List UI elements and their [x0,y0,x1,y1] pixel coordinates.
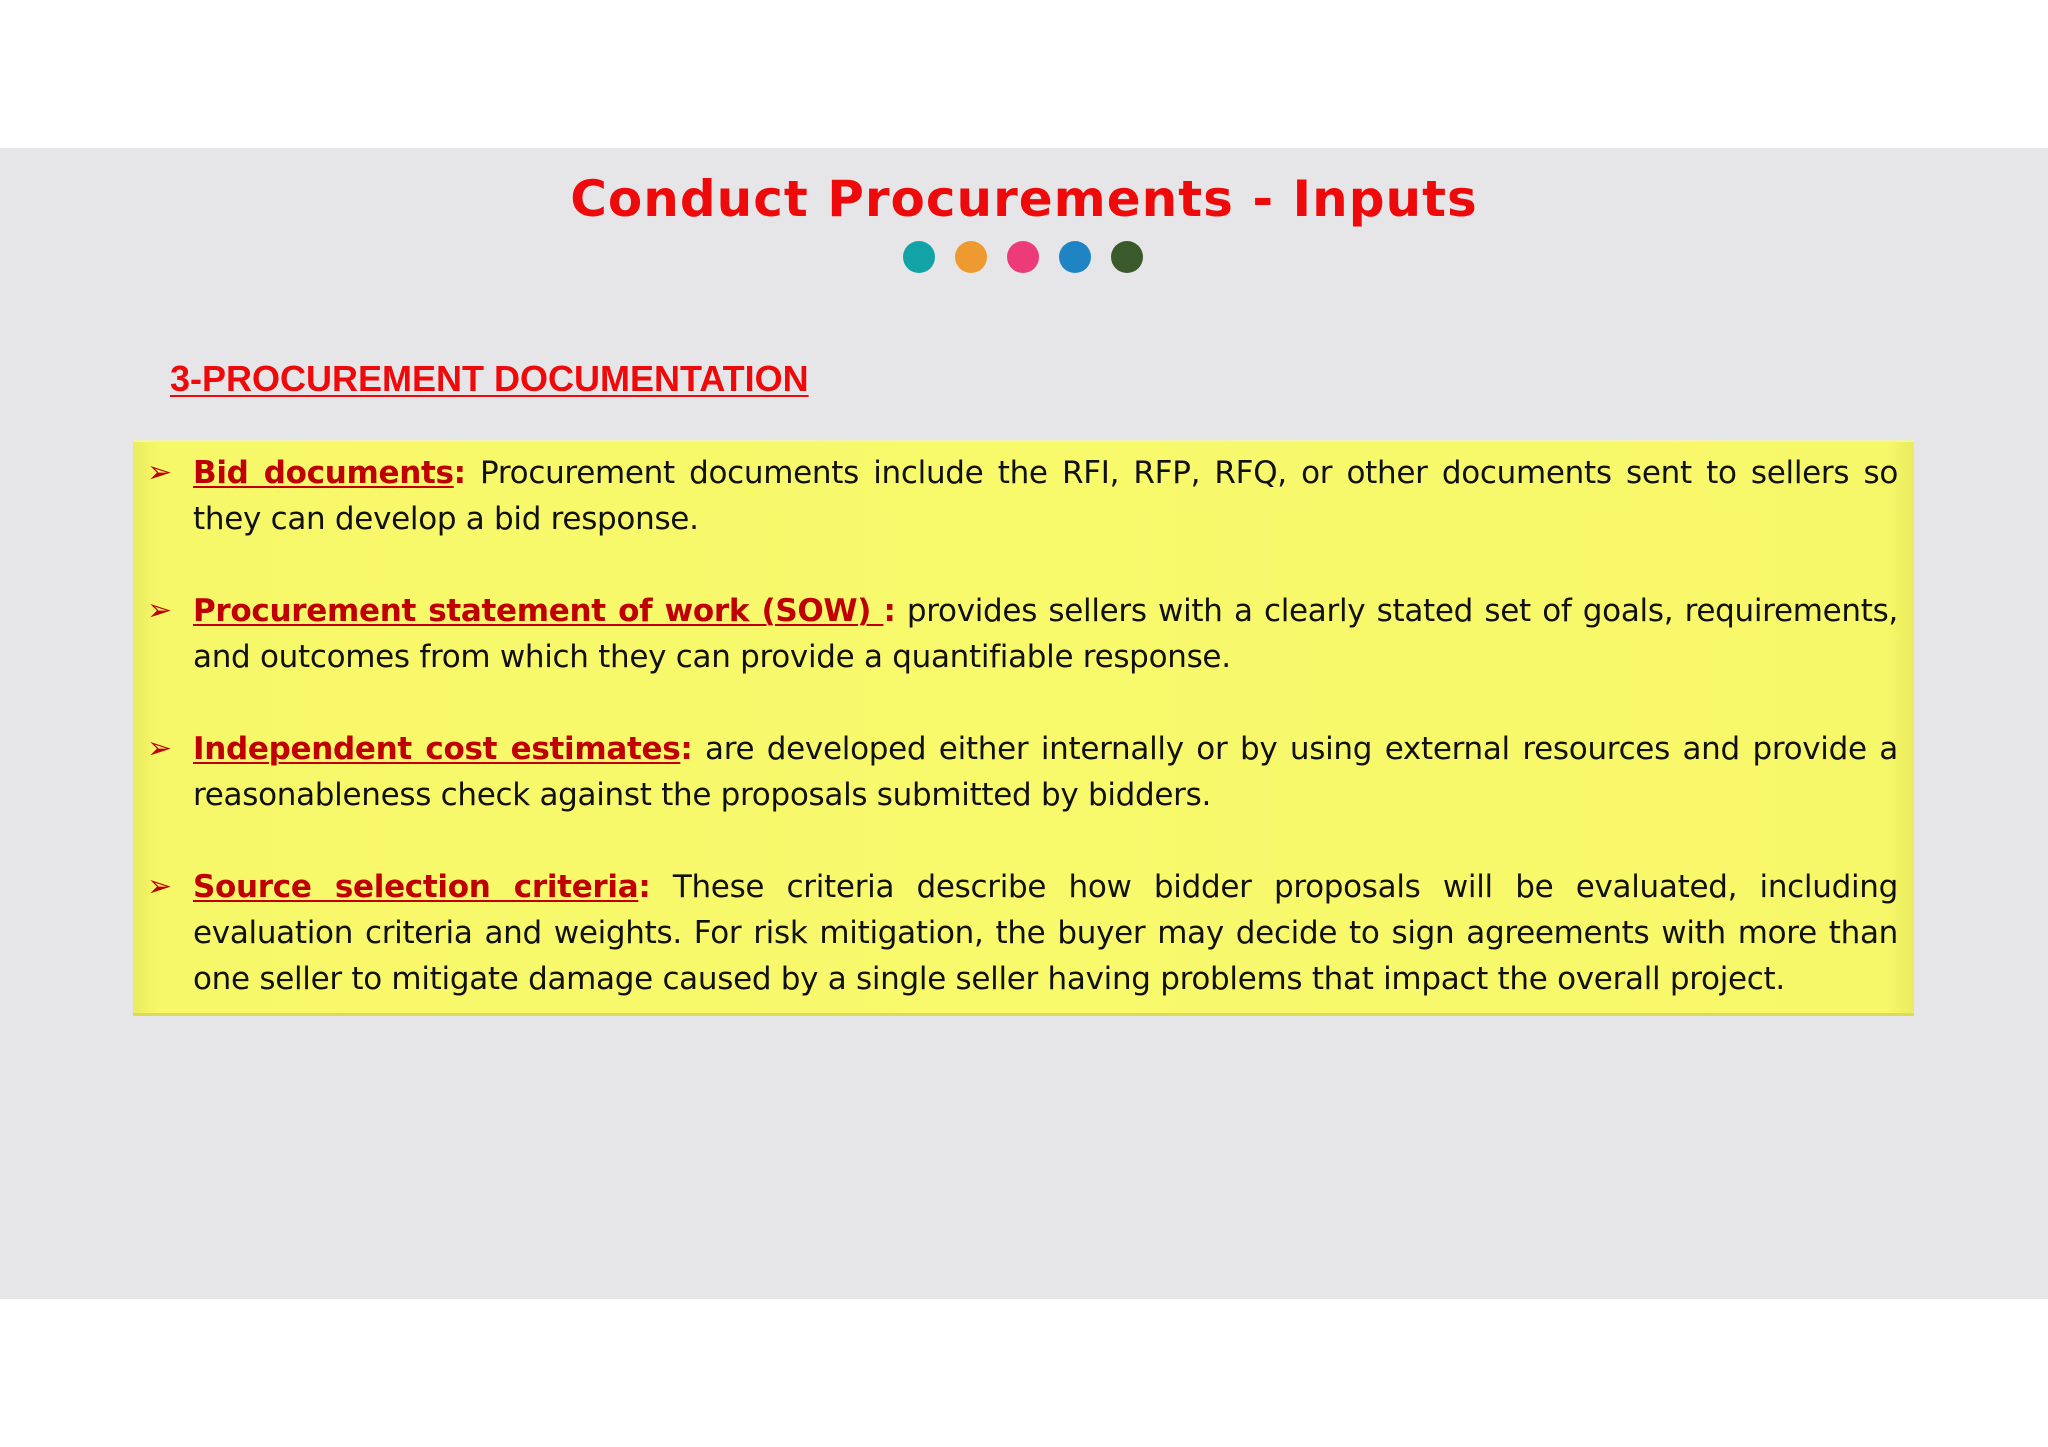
term-separator: : [638,869,651,905]
term-separator: : [680,731,693,767]
section-heading: 3-PROCUREMENT DOCUMENTATION [170,358,809,399]
arrow-bullet-icon: ➢ [147,455,173,490]
orange-dot [955,241,987,273]
term-label: Procurement statement of work (SOW) [193,593,884,629]
item-description: provides sellers with a clearly stated set of goals, requirements, and outcomes from which they can provide a quantifiable response. [193,593,1898,675]
term-separator: : [453,455,466,491]
term-label: Bid documents [193,455,454,491]
term-label: Independent cost estimates [193,731,681,767]
list-item-independent-cost-estimates [147,726,1898,818]
item-description: These criteria describe how bidder proposals will be evaluated, including evaluation criteria and weights. For risk mitigation, the buyer may decide to sign agreements with more than one seller to mitigate damage caused by a single seller having problems that impact the overall project. [193,869,1898,997]
slide-title: Conduct Procurements - Inputs [570,170,1478,228]
list-item-procurement-sow [147,588,1898,680]
list-item-text [193,588,1898,680]
item-description: Procurement documents include the RFI, RFP, RFQ, or other documents sent to sellers so they can develop a bid response. [193,455,1899,537]
list-item-text [193,726,1898,818]
list-item-source-selection-criteria [147,864,1898,1002]
arrow-bullet-icon: ➢ [147,593,173,628]
pink-dot [1007,241,1039,273]
content-box [133,440,1914,1016]
slide [0,148,2048,1299]
arrow-bullet-icon: ➢ [147,869,173,904]
arrow-bullet-icon: ➢ [147,731,173,766]
decor-dots [903,241,1143,273]
term-label: Source selection criteria [193,869,639,905]
list-item-text [193,450,1898,542]
list-item-text [193,864,1898,1002]
term-separator: : [883,593,896,629]
teal-dot [903,241,935,273]
dark-green-dot [1111,241,1143,273]
item-description: are developed either internally or by using external resources and provide a reasonableness check against the proposals submitted by bidders. [193,731,1898,813]
blue-dot [1059,241,1091,273]
list-item-bid-documents [147,450,1898,542]
